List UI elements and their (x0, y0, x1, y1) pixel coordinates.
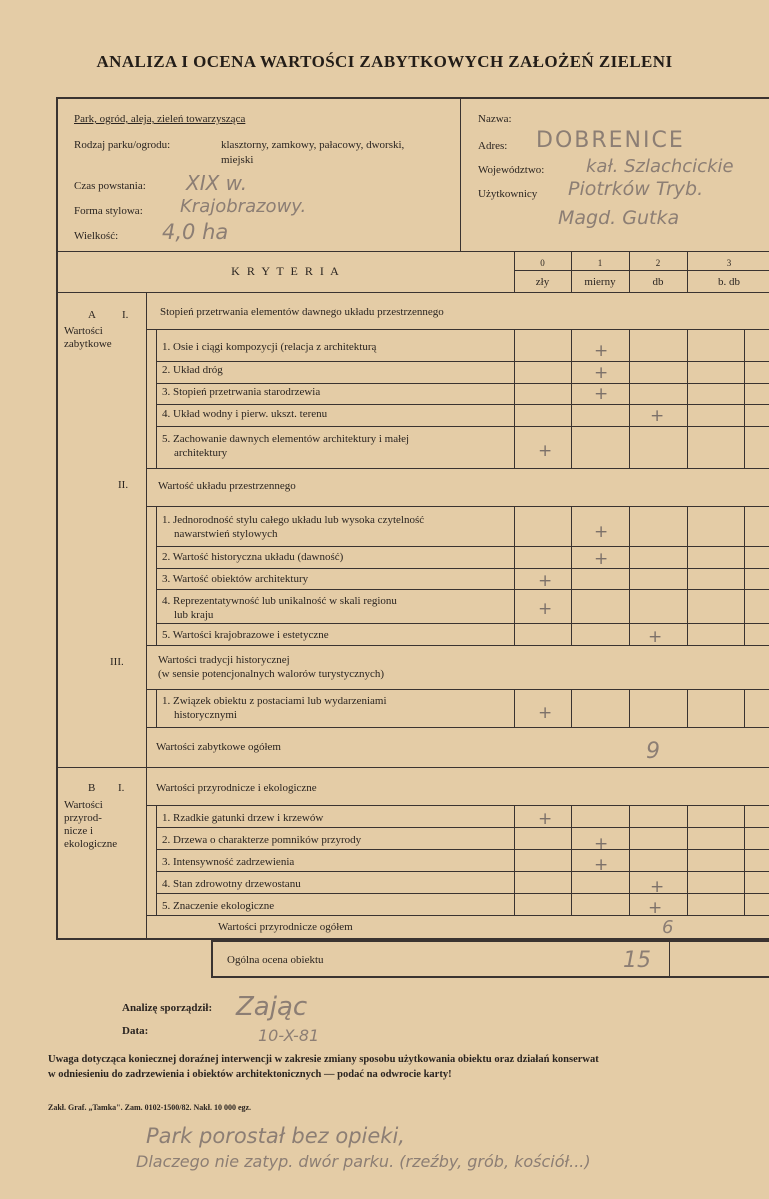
col-name-3: b. db (718, 276, 740, 288)
section-a-i: I. (122, 309, 129, 321)
overall-rating-box (211, 940, 769, 978)
data-label: Data: (122, 1025, 149, 1037)
wojewodztwo-label: Województwo: (478, 164, 545, 176)
section-a-iii: III. (110, 656, 124, 668)
rodzaj-label: Rodzaj parku/ogrodu: (74, 139, 171, 151)
section-b-name-3: nicze i (64, 825, 94, 837)
criterion-row: 5. Wartości krajobrazowe i estetyczne (162, 629, 329, 641)
score-mark: + (594, 384, 609, 404)
uwaga-note: Uwaga dotycząca koniecznej doraźnej interwencji w zakresie zmiany sposobu użytkowania obiektu oraz działań konserwat (48, 1054, 599, 1065)
wielkosc-value: 4,0 ha (162, 220, 229, 244)
header-divider (460, 99, 461, 251)
section-a: A (88, 309, 96, 321)
score-mark: + (594, 522, 609, 542)
wojewodztwo-value: kał. Szlachcickie (586, 156, 734, 177)
section-b: B (88, 782, 96, 794)
total-przyrodnicze: 6 (662, 917, 674, 938)
col-num-0: 0 (540, 258, 545, 268)
print-info: Zakł. Graf. „Tamka". Zam. 0102-1500/82. Nakł. 10 000 egz. (48, 1103, 252, 1112)
uzytkownicy-value: Piotrków Tryb. (568, 178, 704, 200)
overall-rating-value: 15 (623, 948, 651, 973)
group-tradycja: Wartości tradycji historycznej (158, 654, 290, 666)
form-title: ANALIZA I OCENA WARTOŚCI ZABYTKOWYCH ZAŁOŻEŃ ZIELENI (96, 52, 673, 71)
form-table (56, 97, 769, 940)
criterion-row: 3. Wartość obiektów architektury (162, 573, 309, 585)
criterion-row: 2. Wartość historyczna układu (dawność) (162, 551, 344, 563)
adres-label: Adres: (478, 140, 508, 152)
col-name-1: mierny (584, 276, 616, 288)
rodzaj-options: klasztorny, zamkowy, pałacowy, dworski, (221, 139, 405, 151)
criterion-row: 4. Reprezentatywność lub unikalność w skali regionu (162, 595, 397, 607)
col-num-3: 3 (726, 258, 732, 268)
forma-value: Krajobrazowy. (180, 196, 307, 217)
section-b-name-2: przyrod- (64, 812, 102, 824)
score-mark: + (538, 599, 553, 619)
data-value: 10-X-81 (258, 1026, 320, 1045)
criterion-row-cont: architektury (174, 447, 228, 459)
criterion-row: 3. Stopień przetrwania starodrzewia (162, 386, 321, 398)
criterion-row-cont: lub kraju (174, 609, 214, 621)
score-mark: + (648, 627, 663, 647)
score-mark: + (594, 549, 609, 569)
group-stopien: Stopień przetrwania elementów dawnego układu przestrzennego (160, 306, 444, 318)
section-b-name-1: Wartości (64, 799, 103, 811)
uzytkownicy-label: Użytkownicy (478, 188, 538, 200)
total-zabytkowe: 9 (646, 739, 660, 764)
criterion-row: 2. Drzewa o charakterze pomników przyrody (162, 834, 362, 846)
adres-value: DOBRENICE (536, 128, 685, 153)
park-type-line: Park, ogród, aleja, zieleń towarzysząca (74, 113, 246, 125)
criterion-row: 1. Osie i ciągi kompozycji (relacja z architekturą (162, 341, 377, 353)
wielkosc-label: Wielkość: (74, 230, 119, 242)
group-uklad: Wartość układu przestrzennego (158, 480, 296, 492)
group-zabytkowe-ogolem: Wartości zabytkowe ogółem (156, 741, 281, 753)
uwaga-note-2: w odniesieniu do zadrzewienia i obiektów architektonicznych — podać na odwrocie karty! (48, 1069, 452, 1080)
criterion-row: 5. Zachowanie dawnych elementów architektury i małej (162, 433, 410, 445)
nazwa-label: Nazwa: (478, 113, 512, 125)
kryteria-label: K R Y T E R I A (231, 264, 341, 278)
handwritten-note-2: Dlaczego nie zatyp. dwór parku. (rzeźby, grób, kościół...) (136, 1152, 591, 1171)
score-mark: + (650, 877, 665, 897)
rodzaj-options-2: miejski (221, 154, 254, 166)
criterion-row-cont: historycznymi (174, 709, 237, 721)
section-b-name-4: ekologiczne (64, 838, 118, 850)
uzytkownicy-value-2: Magd. Gutka (558, 207, 680, 229)
criterion-row: 1. Rzadkie gatunki drzew i krzewów (162, 812, 324, 824)
col-name-2: db (652, 276, 664, 288)
criterion-row: 1. Jednorodność stylu całego układu lub wysoka czytelność (162, 514, 425, 526)
criterion-row: 4. Stan zdrowotny drzewostanu (162, 878, 301, 890)
group-przyrodnicze-ogolem: Wartości przyrodnicze ogółem (218, 921, 353, 933)
overall-rating-label: Ogólna ocena obiektu (227, 954, 324, 966)
score-mark: + (538, 571, 553, 591)
criterion-row: 5. Znaczenie ekologiczne (162, 900, 275, 912)
score-mark: + (594, 341, 609, 361)
col-num-2: 2 (655, 258, 661, 268)
czas-value: XIX w. (186, 171, 248, 195)
score-mark: + (538, 703, 553, 723)
handwritten-note: Park porostał bez opieki, (146, 1124, 405, 1148)
score-mark: + (648, 898, 663, 918)
section-b-i: I. (118, 782, 125, 794)
analize-label: Analizę sporządził: (122, 1002, 213, 1014)
analize-signature: Zając (236, 992, 308, 1022)
score-mark: + (538, 809, 553, 829)
criterion-row: 2. Układ dróg (162, 364, 223, 376)
score-mark: + (538, 441, 553, 461)
group-przyrodnicze: Wartości przyrodnicze i ekologiczne (156, 782, 317, 794)
czas-label: Czas powstania: (74, 180, 146, 192)
col-name-0: zły (535, 276, 550, 288)
forma-label: Forma stylowa: (74, 205, 143, 217)
col-num-1: 1 (597, 258, 603, 268)
criterion-row: 4. Układ wodny i pierw. ukszt. terenu (162, 408, 328, 420)
score-mark: + (594, 855, 609, 875)
score-mark: + (594, 834, 609, 854)
section-a-name: Wartości zabytkowe (64, 325, 112, 350)
section-a-ii: II. (118, 479, 129, 491)
criterion-row: 1. Związek obiektu z postaciami lub wydarzeniami (162, 695, 387, 707)
criterion-row-cont: nawarstwień stylowych (174, 528, 278, 540)
score-mark: + (594, 363, 609, 383)
score-mark: + (650, 406, 665, 426)
group-tradycja-2: (w sensie potencjonalnych walorów turystycznych) (158, 668, 385, 680)
criterion-row: 3. Intensywność zadrzewienia (162, 856, 295, 868)
